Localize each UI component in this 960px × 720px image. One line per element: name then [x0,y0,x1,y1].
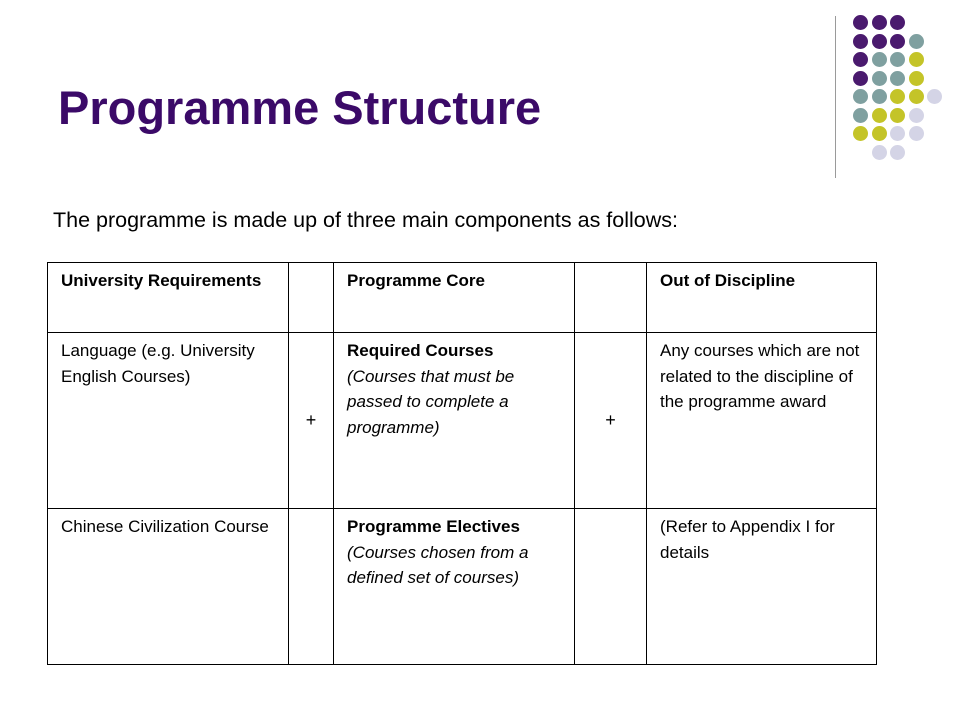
teal-dot-icon [872,71,887,86]
purple-dot-icon [853,71,868,86]
olive-dot-icon [909,52,924,67]
olive-dot-icon [890,108,905,123]
olive-dot-icon [909,89,924,104]
required-courses-description: (Courses that must be passed to complete a programme) [347,366,515,437]
programme-electives-description: (Courses chosen from a defined set of courses) [347,542,529,587]
lavender-dot-icon [872,145,887,160]
teal-dot-icon [853,89,868,104]
table-row [48,333,877,509]
lavender-dot-icon [927,89,942,104]
olive-dot-icon [909,71,924,86]
purple-dot-icon [872,34,887,49]
empty-cell [289,509,334,665]
olive-dot-icon [853,126,868,141]
purple-dot-icon [872,15,887,30]
lavender-dot-icon [890,145,905,160]
purple-dot-icon [890,15,905,30]
slide-title: Programme Structure [58,81,542,134]
cell-language: Language (e.g. University English Courses) [48,333,289,509]
lavender-dot-icon [890,126,905,141]
teal-dot-icon [872,89,887,104]
empty-cell [575,509,647,665]
header-out-of-discipline: Out of Discipline [647,263,877,333]
required-courses-title: Required Courses [347,341,494,360]
decorative-divider-line [835,16,836,178]
cell-required-courses [334,333,575,509]
header-university-requirements: University Requirements [48,263,289,333]
teal-dot-icon [890,52,905,67]
header-programme-core: Programme Core [334,263,575,333]
table-row [48,509,877,665]
teal-dot-icon [853,108,868,123]
header-empty-cell [575,263,647,333]
cell-programme-electives [334,509,575,665]
olive-dot-icon [890,89,905,104]
lavender-dot-icon [909,108,924,123]
plus-operator: + [575,333,647,509]
header-empty-cell [289,263,334,333]
programme-electives-title: Programme Electives [347,517,520,536]
purple-dot-icon [890,34,905,49]
slide-subtitle: The programme is made up of three main components as follows: [53,208,678,232]
olive-dot-icon [872,126,887,141]
teal-dot-icon [890,71,905,86]
table-header-row [48,263,877,333]
purple-dot-icon [853,15,868,30]
teal-dot-icon [872,52,887,67]
cell-appendix-reference: (Refer to Appendix I for details [647,509,877,665]
programme-structure-table [47,262,877,665]
plus-operator: + [289,333,334,509]
cell-chinese-civilization: Chinese Civilization Course [48,509,289,665]
purple-dot-icon [853,52,868,67]
teal-dot-icon [909,34,924,49]
lavender-dot-icon [909,126,924,141]
olive-dot-icon [872,108,887,123]
purple-dot-icon [853,34,868,49]
cell-out-of-discipline-description: Any courses which are not related to the discipline of the programme award [647,333,877,509]
